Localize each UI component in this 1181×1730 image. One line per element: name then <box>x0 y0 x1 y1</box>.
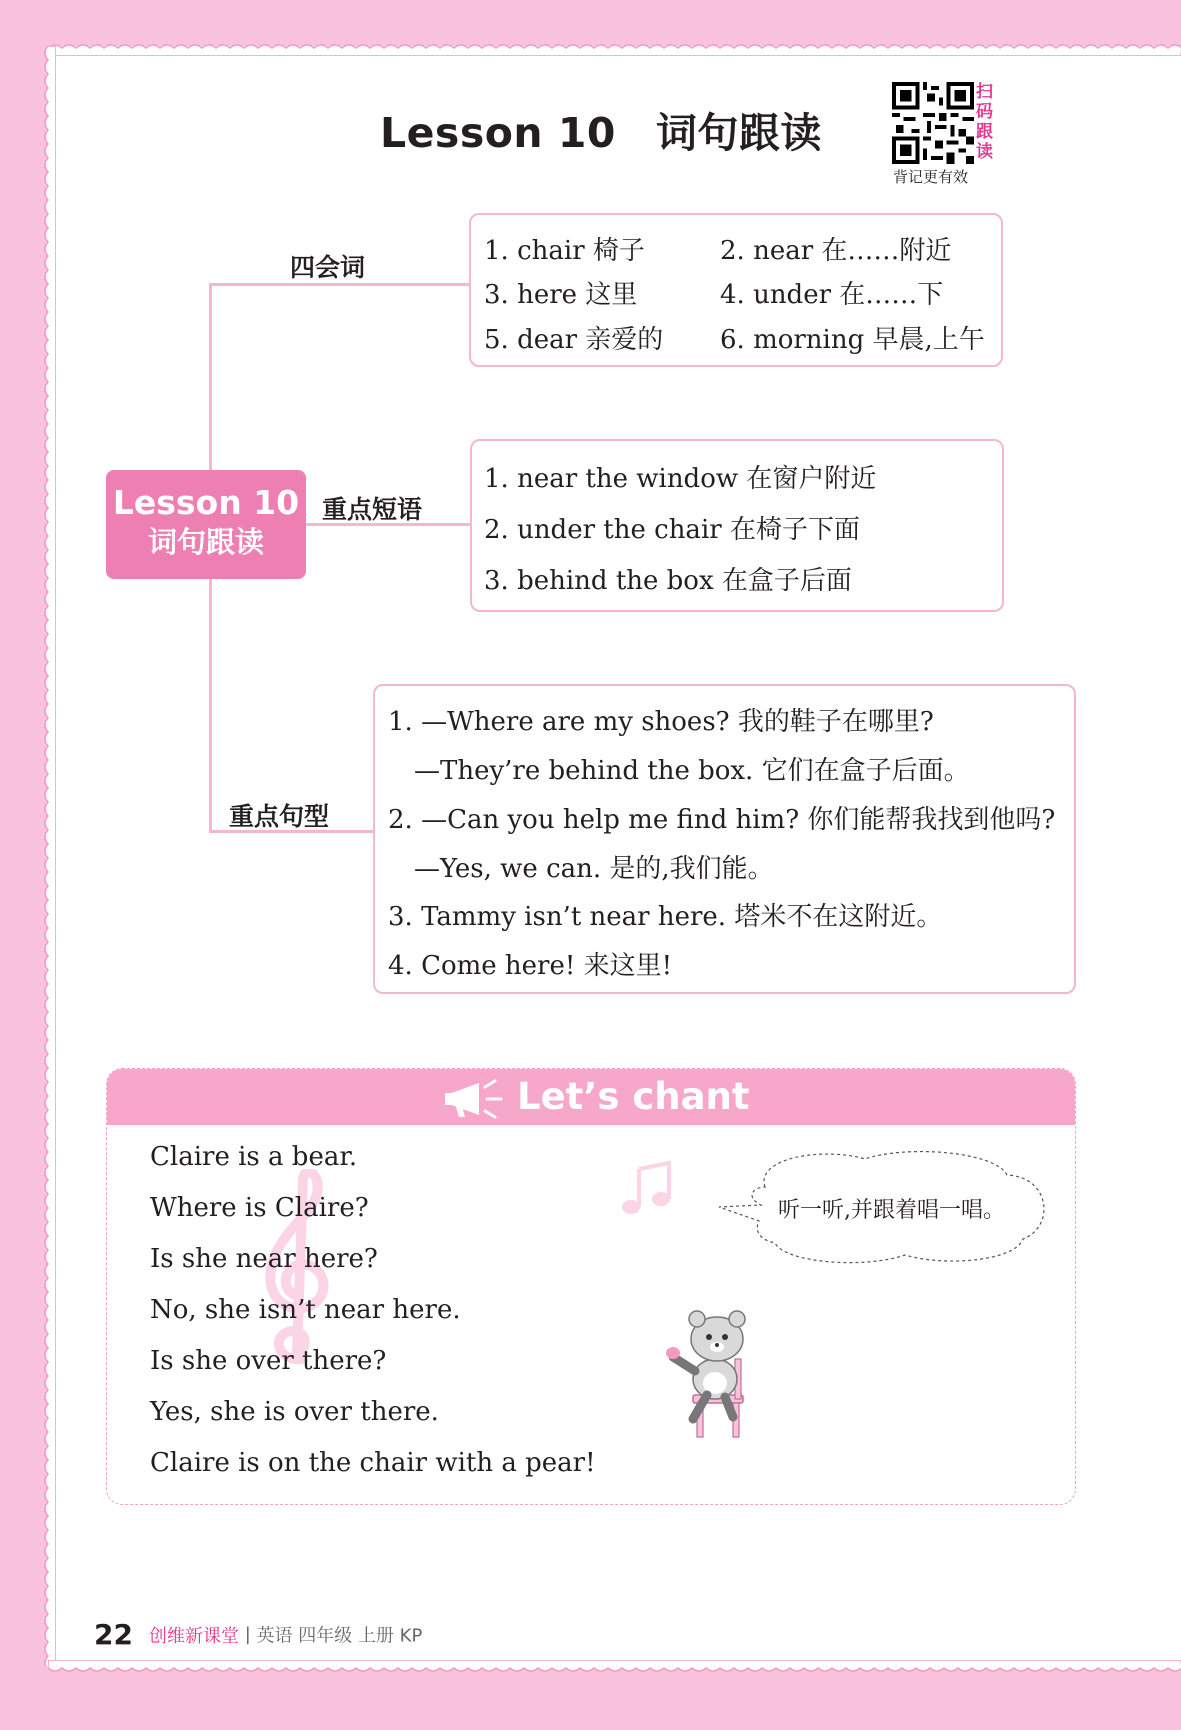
word-item: 4. under 在……下 <box>720 280 944 310</box>
word-item: 2. near 在……附近 <box>720 236 952 266</box>
words-label: 四会词 <box>290 253 366 282</box>
footer-series: 创维新课堂 <box>148 1625 239 1647</box>
center-line-2: 词句跟读 <box>147 525 264 559</box>
chant-bubble-text: 听一听,并跟着唱一唱。 <box>778 1198 1005 1223</box>
chant-line: No, she isn’t near here. <box>150 1295 461 1325</box>
sentence-item: —Yes, we can. 是的,我们能。 <box>414 854 774 884</box>
sentence-item: 4. Come here! 来这里! <box>388 951 673 981</box>
chant-line: Is she over there? <box>150 1346 387 1376</box>
phrase-item: 3. behind the box 在盒子后面 <box>484 566 852 596</box>
phrase-item: 1. near the window 在窗户附近 <box>484 464 877 494</box>
sentence-item: —They’re behind the box. 它们在盒子后面。 <box>414 756 970 786</box>
title-chinese: 词句跟读 <box>655 109 822 157</box>
footer-divider: | <box>238 1624 257 1645</box>
sentence-item: 3. Tammy isn’t near here. 塔米不在这附近。 <box>388 902 943 932</box>
sentence-item: 1. —Where are my shoes? 我的鞋子在哪里? <box>388 707 934 737</box>
word-item: 1. chair 椅子 <box>484 236 645 266</box>
center-line-1: Lesson 10 <box>112 483 300 522</box>
bear-illustration <box>663 1299 773 1439</box>
qr-code-icon[interactable] <box>892 82 974 164</box>
mindmap-center-node <box>106 470 306 579</box>
chant-title: Let’s chant <box>517 1075 750 1118</box>
megaphone-icon <box>445 1077 507 1121</box>
sentence-item: 2. —Can you help me find him? 你们能帮我找到他吗? <box>388 805 1056 835</box>
word-item: 6. morning 早晨,上午 <box>720 325 985 355</box>
page-title <box>380 100 822 159</box>
sentences-label: 重点句型 <box>229 802 330 831</box>
footer-info: 英语 四年级 上册 KP <box>256 1625 423 1647</box>
qr-side-label: 扫码跟读 <box>976 82 993 162</box>
chant-line: Where is Claire? <box>150 1193 369 1223</box>
chant-line: Claire is a bear. <box>150 1142 358 1172</box>
page-footer <box>94 1618 422 1651</box>
page-number: 22 <box>94 1618 133 1651</box>
chant-line: Yes, she is over there. <box>150 1397 439 1427</box>
bottom-wave-border <box>48 1660 1181 1676</box>
phrases-label: 重点短语 <box>322 495 423 524</box>
music-note-icon <box>619 1159 679 1219</box>
qr-caption: 背记更有效 <box>893 168 969 186</box>
chant-line: Claire is on the chair with a pear! <box>150 1448 596 1478</box>
word-item: 5. dear 亲爱的 <box>484 325 664 355</box>
chant-header <box>107 1069 1075 1125</box>
chant-line: Is she near here? <box>150 1244 378 1274</box>
word-item: 3. here 这里 <box>484 280 638 310</box>
title-english: Lesson 10 <box>380 109 616 157</box>
phrase-item: 2. under the chair 在椅子下面 <box>484 515 860 545</box>
left-wave-border <box>40 46 56 1666</box>
top-wave-border <box>48 40 1181 56</box>
chant-panel <box>106 1068 1076 1505</box>
